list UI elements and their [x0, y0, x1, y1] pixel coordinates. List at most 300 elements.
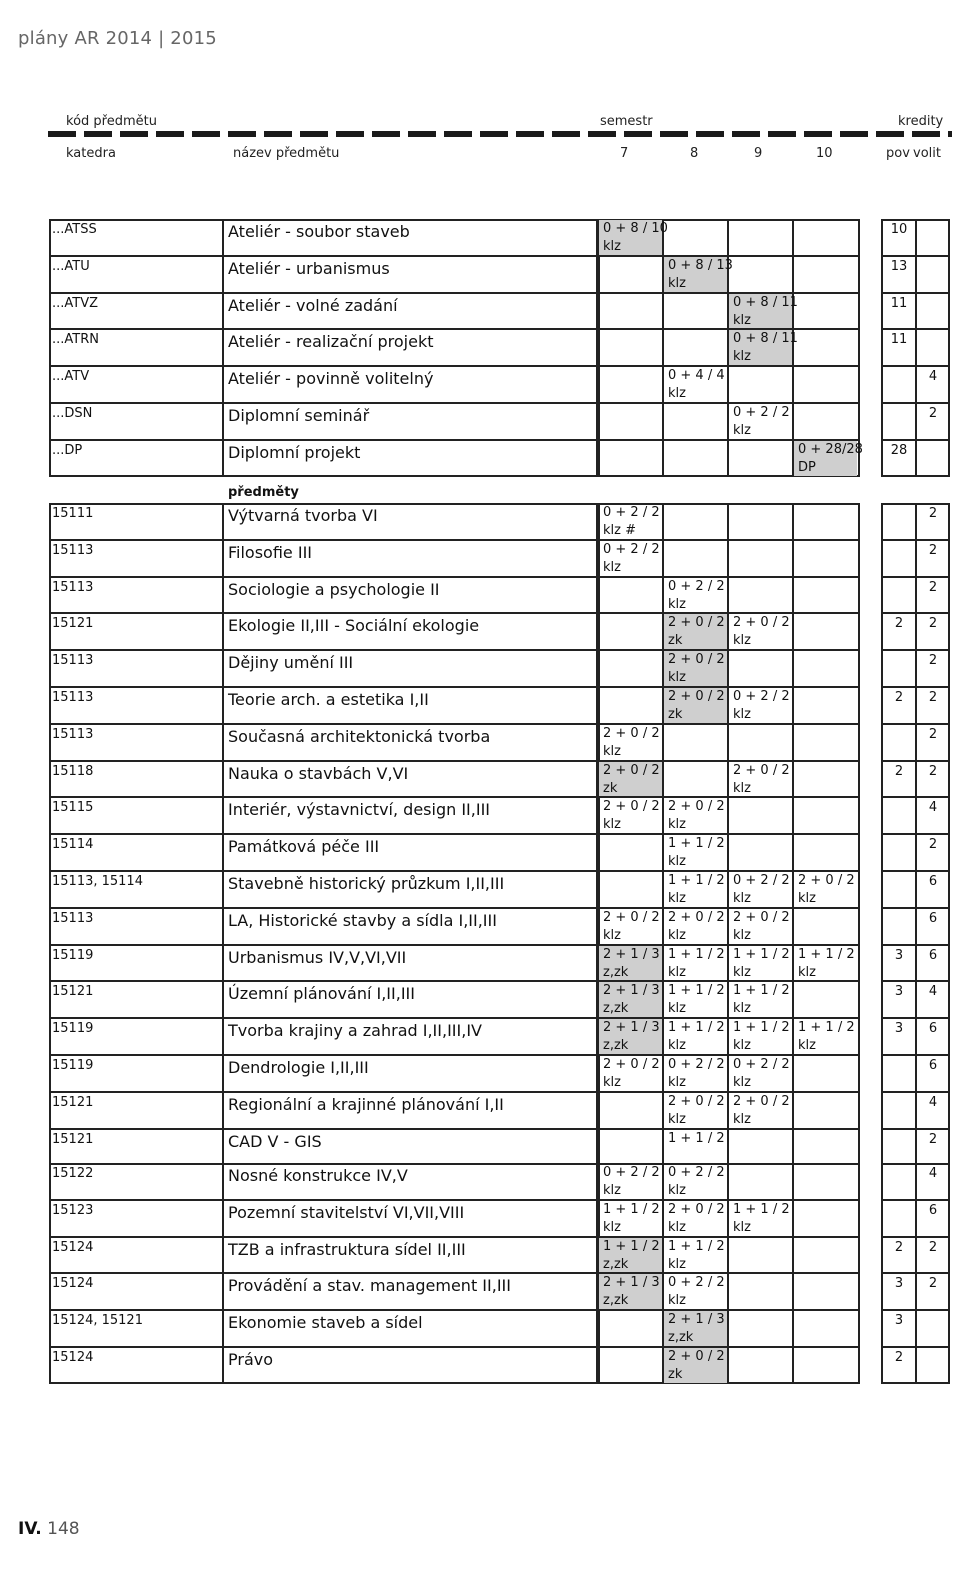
hours-value: 0 + 28/28 [798, 441, 863, 457]
semester-cell-8 [668, 1274, 725, 1310]
hours-value: 0 + 4 / 4 [668, 368, 725, 384]
hours-value: 0 + 2 / 2 [603, 505, 660, 520]
subject-name: Interiér, výstavnictví, design II,III [228, 800, 490, 820]
row-separator [881, 439, 950, 441]
semester-cell-8 [668, 909, 725, 945]
row-separator [49, 1272, 860, 1274]
assessment-type: zk [603, 780, 618, 796]
header-kredity: kredity [898, 114, 944, 129]
subject-code: 15124, 15121 [52, 1313, 143, 1329]
assessment-type: klz [733, 349, 751, 365]
subject-name: Územní plánování I,II,III [228, 984, 415, 1004]
credits-volit: 6 [928, 874, 938, 889]
hours-value: 2 + 1 / 3 [603, 946, 660, 962]
subject-code: 15124 [52, 1239, 94, 1255]
hours-value: 0 + 8 / 10 [603, 221, 668, 236]
subject-code: ...DSN [52, 406, 93, 421]
hours-value: 2 + 0 / 2 [733, 1093, 790, 1109]
assessment-type: klz [798, 1038, 816, 1054]
semester-cell-10 [798, 872, 855, 908]
subject-code: 15113, 15114 [52, 874, 143, 889]
subject-code: 15115 [52, 800, 94, 816]
assessment-type: klz [668, 1256, 686, 1272]
credits-volit: 2 [928, 1131, 938, 1147]
subject-code: 15113 [52, 653, 94, 669]
credits-volit: 4 [928, 1094, 938, 1110]
hours-value: 2 + 1 / 3 [603, 1275, 660, 1291]
hours-value: 0 + 2 / 2 [733, 689, 790, 704]
subject-code: 15113 [52, 542, 94, 558]
credits-pov: 3 [894, 984, 904, 1000]
page-title: plány AR 2014 | 2015 [18, 28, 217, 49]
header-semestr: semestr [600, 114, 653, 129]
assessment-type: klz [733, 312, 751, 328]
row-separator [49, 439, 860, 441]
credits-pov: 2 [894, 1239, 904, 1255]
subject-name: Teorie arch. a estetika I,II [228, 690, 429, 709]
header-sem-9: 9 [754, 146, 763, 161]
subject-code: 15121 [52, 984, 94, 1000]
semester-cell-10 [798, 946, 855, 982]
semester-cell-7 [603, 1201, 660, 1237]
subject-code: ...DP [52, 442, 83, 458]
semester-cell-8 [668, 798, 725, 834]
hours-value: 2 + 0 / 2 [668, 652, 725, 668]
credits-volit: 4 [928, 984, 938, 1000]
assessment-type: klz [603, 817, 621, 833]
hours-value: 2 + 0 / 2 [603, 909, 660, 925]
credits-volit: 2 [928, 1239, 938, 1255]
subject-code: ...ATRN [52, 332, 99, 348]
assessment-type: klz [603, 743, 621, 759]
credits-volit: 2 [928, 837, 938, 853]
assessment-type: klz [733, 964, 751, 980]
subject-name: Pozemní stavitelství VI,VII,VIII [228, 1202, 465, 1222]
hours-value: 1 + 1 / 2 [733, 1201, 790, 1217]
hours-value: 2 + 0 / 2 [603, 725, 660, 741]
subject-name: Ateliér - soubor staveb [228, 222, 410, 241]
assessment-type: klz [733, 1038, 751, 1054]
assessment-type: DP [798, 459, 816, 475]
hours-value: 0 + 2 / 2 [668, 1275, 725, 1291]
credits-volit: 2 [928, 763, 938, 779]
row-separator [49, 1309, 860, 1311]
assessment-type: klz [668, 927, 686, 943]
footer-roman: IV. [18, 1519, 42, 1539]
subject-code: 15119 [52, 947, 94, 963]
subject-name: Tvorba krajiny a zahrad I,II,III,IV [228, 1021, 482, 1041]
hours-value: 2 + 1 / 3 [603, 983, 660, 999]
credits-volit: 2 [928, 406, 938, 421]
row-separator [881, 833, 950, 835]
assessment-type: klz [733, 780, 751, 796]
hours-value: 2 + 0 / 2 [668, 1201, 725, 1217]
assessment-type: zk [668, 1367, 683, 1382]
assessment-type: z,zk [603, 1256, 629, 1272]
header-katedra: katedra [66, 146, 116, 161]
row-separator [881, 402, 950, 404]
header-volit: volit [913, 146, 941, 161]
assessment-type: klz [668, 386, 686, 402]
row-separator [49, 723, 860, 725]
assessment-type: z,zk [603, 1038, 629, 1054]
subject-name: Regionální a krajinné plánování I,II [228, 1094, 504, 1114]
hours-value: 2 + 1 / 3 [603, 1020, 660, 1036]
semester-cell-8 [668, 835, 725, 871]
subject-name: Provádění a stav. management II,III [228, 1276, 511, 1296]
header-kod: kód předmětu [66, 114, 157, 129]
semester-cell-9 [733, 872, 790, 908]
assessment-type: klz [733, 1111, 751, 1127]
semester-cell-9 [733, 1201, 790, 1237]
hours-value: 2 + 0 / 2 [668, 1093, 725, 1109]
assessment-type: klz [668, 964, 686, 980]
semester-cell-7 [603, 946, 660, 982]
semester-cell-8 [668, 688, 725, 724]
subject-code: 15113 [52, 910, 94, 926]
semester-cell-9 [733, 982, 790, 1018]
assessment-type: klz [603, 927, 621, 943]
subject-code: 15121 [52, 616, 94, 632]
credits-pov: 3 [894, 947, 904, 963]
assessment-type: klz [668, 1183, 686, 1198]
subject-name: TZB a infrastruktura sídel II,III [228, 1239, 466, 1259]
row-separator [881, 328, 950, 330]
subject-code: 15121 [52, 1094, 94, 1110]
row-separator [881, 907, 950, 909]
hours-value: 1 + 1 / 2 [603, 1238, 660, 1254]
hours-value: 1 + 1 / 2 [668, 873, 725, 888]
row-separator [881, 649, 950, 651]
credits-pov: 11 [890, 295, 908, 311]
subject-name: Dendrologie I,II,III [228, 1058, 369, 1077]
subject-name: Dějiny umění III [228, 653, 354, 673]
semester-cell-8 [668, 257, 733, 293]
credits-volit: 2 [928, 506, 938, 521]
credits-pov: 3 [894, 1276, 904, 1292]
semester-cell-8 [668, 651, 725, 687]
subject-name: Sociologie a psychologie II [228, 579, 440, 599]
assessment-type: z,zk [603, 964, 629, 980]
hours-value: 2 + 0 / 2 [733, 909, 790, 925]
credits-pov: 10 [890, 222, 908, 237]
hours-value: 0 + 8 / 11 [733, 294, 798, 310]
semester-cell-8 [668, 1093, 725, 1129]
hours-value: 1 + 1 / 2 [798, 946, 855, 962]
hours-value: 0 + 2 / 2 [603, 1165, 660, 1180]
assessment-type: z,zk [603, 1293, 629, 1309]
assessment-type: klz [733, 633, 751, 649]
assessment-type: klz [668, 1293, 686, 1309]
subject-name: Ateliér - realizační projekt [228, 332, 434, 352]
row-separator [881, 1017, 950, 1019]
row-separator [49, 1128, 860, 1130]
credits-volit: 2 [928, 542, 938, 558]
credits-volit: 6 [928, 1021, 938, 1037]
header-nazev: název předmětu [233, 146, 340, 161]
row-separator [881, 1236, 950, 1238]
assessment-type: klz [668, 817, 686, 833]
row-separator [881, 1309, 950, 1311]
hours-value: 2 + 0 / 2 [668, 615, 725, 631]
semester-cell-9 [733, 1056, 790, 1092]
row-separator [49, 255, 860, 257]
subject-code: 15119 [52, 1021, 94, 1037]
hours-value: 0 + 2 / 2 [603, 541, 660, 557]
assessment-type: klz [668, 670, 686, 686]
hours-value: 2 + 0 / 2 [668, 799, 725, 815]
hours-value: 2 + 0 / 2 [798, 873, 855, 888]
subject-name: Současná architektonická tvorba [228, 726, 491, 746]
semester-cell-9 [733, 762, 790, 798]
semester-cell-8 [668, 1056, 725, 1092]
hours-value: 2 + 0 / 2 [668, 1349, 725, 1364]
hours-value: 1 + 1 / 2 [733, 983, 790, 999]
assessment-type: klz [733, 1219, 751, 1235]
credits-volit: 6 [928, 947, 938, 963]
header-sem-8: 8 [690, 146, 699, 161]
credits-volit: 6 [928, 1202, 938, 1218]
subject-name: Diplomní seminář [228, 406, 370, 425]
semester-cell-8 [668, 946, 725, 982]
credits-volit: 2 [928, 616, 938, 632]
subject-code: ...ATVZ [52, 295, 99, 311]
semester-cell-8 [668, 1311, 725, 1347]
hours-value: 2 + 0 / 2 [603, 762, 660, 778]
assessment-type: klz [798, 891, 816, 906]
subject-name: Výtvarná tvorba VI [228, 506, 378, 525]
subject-name: Nauka o stavbách V,VI [228, 763, 409, 783]
semester-cell-9 [733, 614, 790, 650]
credits-volit: 2 [928, 653, 938, 669]
subject-code: ...ATU [52, 258, 90, 274]
semester-cell-7 [603, 909, 660, 945]
page-footer [18, 1519, 80, 1539]
row-separator [881, 980, 950, 982]
subject-name: Památková péče III [228, 837, 380, 857]
semester-cell-7 [603, 1056, 660, 1092]
semester-cell-7 [603, 798, 660, 834]
row-separator [881, 796, 950, 798]
credits-pov: 2 [894, 763, 904, 779]
credits-volit: 4 [928, 1166, 938, 1181]
assessment-type: klz [603, 239, 621, 254]
assessment-type: klz [733, 891, 751, 906]
row-separator [881, 944, 950, 946]
assessment-type: klz [668, 1001, 686, 1017]
subject-code: 15123 [52, 1202, 94, 1218]
assessment-type: klz [603, 1183, 621, 1198]
semester-cell-8 [668, 1019, 725, 1055]
assessment-type: klz # [603, 523, 636, 538]
assessment-type: klz [733, 1075, 751, 1090]
assessment-type: zk [668, 707, 683, 722]
hours-value: 0 + 2 / 2 [733, 873, 790, 888]
subject-code: 15111 [52, 506, 94, 521]
assessment-type: klz [798, 964, 816, 980]
subject-code: ...ATV [52, 369, 90, 385]
semester-cell-7 [603, 504, 660, 540]
credits-pov: 2 [894, 1350, 904, 1365]
assessment-type: klz [668, 1038, 686, 1054]
semester-cell-7 [603, 1019, 660, 1055]
semester-cell-8 [668, 1164, 725, 1200]
hours-value: 0 + 2 / 2 [668, 578, 725, 594]
semester-cell-9 [733, 294, 798, 330]
subject-code: 15113 [52, 726, 94, 742]
subject-name: Ekonomie staveb a sídel [228, 1313, 423, 1333]
credits-pov: 2 [894, 616, 904, 632]
subject-code: 15124 [52, 1276, 94, 1292]
credits-pov: 3 [894, 1313, 904, 1329]
section-label-predmety: předměty [228, 485, 299, 500]
assessment-type: klz [668, 1075, 686, 1090]
subject-name: Urbanismus IV,V,VI,VII [228, 947, 407, 967]
credits-pov: 3 [894, 1021, 904, 1037]
row-separator [881, 1128, 950, 1130]
header-pov: pov [886, 146, 910, 161]
semester-cell-7 [603, 1274, 660, 1310]
row-separator [881, 1272, 950, 1274]
hours-value: 1 + 1 / 2 [798, 1020, 855, 1036]
row-separator [881, 576, 950, 578]
row-separator [881, 365, 950, 367]
subject-code: 15113 [52, 579, 94, 595]
semester-cell-9 [733, 1093, 790, 1129]
assessment-type: zk [668, 633, 683, 649]
row-separator [49, 649, 860, 651]
semester-cell-10 [798, 1019, 855, 1055]
assessment-type: klz [668, 275, 686, 291]
semester-cell-7 [603, 220, 668, 256]
semester-cell-9 [733, 404, 790, 440]
row-separator [881, 870, 950, 872]
semester-cell-9 [733, 1019, 790, 1055]
hours-value: 1 + 1 / 2 [603, 1201, 660, 1217]
credits-volit: 6 [928, 1058, 938, 1073]
assessment-type: klz [733, 927, 751, 943]
hours-value: 2 + 0 / 2 [603, 799, 660, 815]
row-separator [881, 686, 950, 688]
row-separator [881, 1054, 950, 1056]
subject-code: 15124 [52, 1350, 94, 1365]
assessment-type: klz [603, 1219, 621, 1235]
subject-code: 15119 [52, 1058, 94, 1073]
row-separator [881, 539, 950, 541]
row-separator [881, 1091, 950, 1093]
semester-cell-7 [603, 1238, 660, 1274]
row-separator [881, 612, 950, 614]
credits-volit: 2 [928, 579, 938, 595]
assessment-type: klz [733, 1001, 751, 1017]
hours-value: 1 + 1 / 2 [668, 946, 725, 962]
hours-value: 2 + 0 / 2 [733, 762, 790, 778]
header-sem-10: 10 [816, 146, 833, 161]
semester-cell-9 [733, 688, 790, 724]
hours-value: 1 + 1 / 2 [668, 1130, 725, 1146]
semester-cell-7 [603, 725, 660, 761]
hours-value: 1 + 1 / 2 [668, 983, 725, 999]
semester-cell-7 [603, 1164, 660, 1200]
row-separator [49, 576, 860, 578]
assessment-type: klz [668, 596, 686, 612]
semester-cell-8 [668, 1130, 725, 1148]
assessment-type: klz [668, 854, 686, 870]
subject-code: 15121 [52, 1131, 94, 1147]
subject-code: 15122 [52, 1166, 94, 1181]
row-separator [881, 1346, 950, 1348]
semester-cell-8 [668, 1348, 725, 1384]
semester-cell-10 [798, 441, 863, 477]
row-separator [881, 292, 950, 294]
row-separator [49, 1236, 860, 1238]
hours-value: 2 + 1 / 3 [668, 1312, 725, 1328]
hours-value: 2 + 0 / 2 [668, 909, 725, 925]
subject-code: ...ATSS [52, 222, 97, 237]
semester-cell-9 [733, 946, 790, 982]
hours-value: 1 + 1 / 2 [733, 946, 790, 962]
hours-value: 1 + 1 / 2 [733, 1020, 790, 1036]
subject-name: Diplomní projekt [228, 442, 361, 462]
row-separator [49, 796, 860, 798]
credits-pov: 11 [890, 332, 908, 348]
subject-name: CAD V - GIS [228, 1131, 322, 1151]
semester-cell-8 [668, 614, 725, 650]
hours-value: 2 + 0 / 2 [733, 615, 790, 631]
assessment-type: klz [668, 1111, 686, 1127]
credits-volit: 4 [928, 369, 938, 385]
assessment-type: klz [603, 1075, 621, 1090]
row-separator [881, 255, 950, 257]
semester-cell-7 [603, 541, 660, 577]
assessment-type: klz [603, 559, 621, 575]
credits-pov: 2 [894, 690, 904, 705]
semester-cell-8 [668, 872, 725, 908]
assessment-type: klz [668, 1219, 686, 1235]
header-sem-7: 7 [620, 146, 629, 161]
assessment-type: klz [668, 891, 686, 906]
hours-value: 0 + 2 / 2 [733, 1057, 790, 1072]
hours-value: 2 + 0 / 2 [668, 689, 725, 704]
hours-value: 0 + 8 / 11 [733, 331, 798, 347]
assessment-type: klz [733, 423, 751, 438]
credits-volit: 2 [928, 726, 938, 742]
credits-volit: 2 [928, 690, 938, 705]
row-separator [49, 1346, 860, 1348]
credits-volit: 4 [928, 800, 938, 816]
subject-name: Nosné konstrukce IV,V [228, 1166, 408, 1185]
subject-name: Ateliér - povinně volitelný [228, 369, 434, 389]
hours-value: 1 + 1 / 2 [668, 836, 725, 852]
hours-value: 0 + 2 / 2 [668, 1057, 725, 1072]
subject-name: LA, Historické stavby a sídla I,II,III [228, 910, 497, 930]
subject-name: Ateliér - volné zadání [228, 295, 398, 315]
row-separator [49, 365, 860, 367]
semester-cell-7 [603, 762, 660, 798]
row-separator [49, 833, 860, 835]
semester-cell-8 [668, 1238, 725, 1274]
subject-name: Filosofie III [228, 542, 313, 562]
hours-value: 0 + 2 / 2 [733, 405, 790, 420]
semester-cell-9 [733, 909, 790, 945]
hours-value: 1 + 1 / 2 [668, 1238, 725, 1254]
credits-pov: 13 [890, 258, 908, 274]
row-separator [881, 723, 950, 725]
credits-volit: 2 [928, 1276, 938, 1292]
row-separator [881, 1199, 950, 1201]
assessment-type: z,zk [668, 1330, 694, 1346]
credits-pov: 28 [890, 442, 908, 458]
